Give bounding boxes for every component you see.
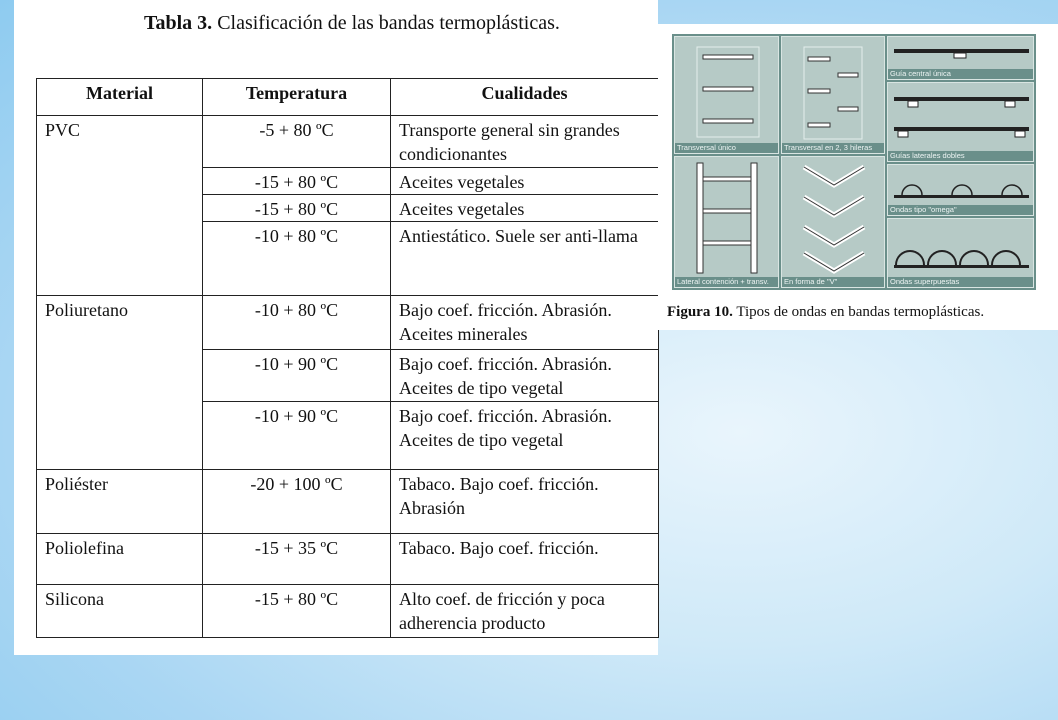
figure-caption <box>667 304 984 321</box>
transversal-single-icon <box>675 37 779 154</box>
qualities-cell: Alto coef. de fricción y poca adherencia producto <box>391 585 659 638</box>
omega-waves-cell <box>887 164 1034 216</box>
temperature-cell: -5 + 80 ºC <box>203 116 391 168</box>
qualities-cell: Tabaco. Bajo coef. fricción. <box>391 534 659 585</box>
central-guide-cell <box>887 36 1034 80</box>
qualities-cell: Transporte general sin grandes condicionantes <box>391 116 659 168</box>
label-transversal-hileras: Transversal en 2, 3 hileras <box>784 143 873 152</box>
qualities-cell: Aceites vegetales <box>391 168 659 195</box>
temperature-cell: -15 + 35 ºC <box>203 534 391 585</box>
material-cell: Poliéster <box>37 470 203 534</box>
table-title-text: Clasificación de las bandas termoplásticas. <box>212 12 560 34</box>
qualities-cell: Bajo coef. fricción. Abrasión. Aceites minerales <box>391 296 659 350</box>
qualities-cell: Aceites vegetales <box>391 195 659 222</box>
temperature-cell: -10 + 90 ºC <box>203 402 391 470</box>
temperature-cell: -10 + 90 ºC <box>203 350 391 402</box>
figure-panel <box>658 24 1058 330</box>
qualities-cell: Tabaco. Bajo coef. fricción. Abrasión <box>391 470 659 534</box>
table-row <box>37 296 659 350</box>
table-page <box>14 0 658 655</box>
temperature-cell: -15 + 80 ºC <box>203 168 391 195</box>
table-title <box>144 12 560 35</box>
label-forma-v: En forma de "V" <box>784 277 838 286</box>
temperature-cell: -15 + 80 ºC <box>203 585 391 638</box>
classification-table <box>36 78 659 638</box>
label-lateral-contencion: Lateral contención + transv. <box>677 277 769 286</box>
table-row <box>37 534 659 585</box>
transversal-single-cell <box>674 36 779 154</box>
v-shape-cell <box>781 156 885 288</box>
temperature-cell: -10 + 80 ºC <box>203 222 391 296</box>
material-cell: Poliolefina <box>37 534 203 585</box>
qualities-cell: Antiestático. Suele ser anti-llama <box>391 222 659 296</box>
overlapping-waves-cell <box>887 218 1034 288</box>
label-ondas-superpuestas: Ondas superpuestas <box>890 277 960 286</box>
table-title-label: Tabla 3. <box>144 12 213 34</box>
lateral-containment-icon <box>675 157 779 288</box>
qualities-cell: Bajo coef. fricción. Abrasión. Aceites de tipo vegetal <box>391 350 659 402</box>
table-row <box>37 585 659 638</box>
belt-types-illustration <box>672 34 1036 290</box>
v-shape-icon <box>782 157 885 288</box>
qualities-cell: Bajo coef. fricción. Abrasión. Aceites de tipo vegetal <box>391 402 659 470</box>
header-cualidades: Cualidades <box>391 79 659 116</box>
figure-caption-label: Figura 10. <box>667 304 733 320</box>
transversal-rows-cell <box>781 36 885 154</box>
material-cell: PVC <box>37 116 203 296</box>
label-transversal-unico: Transversal único <box>677 143 736 152</box>
label-ondas-omega: Ondas tipo "omega" <box>890 205 957 214</box>
material-cell: Silicona <box>37 585 203 638</box>
table-row <box>37 116 659 168</box>
material-cell: Poliuretano <box>37 296 203 470</box>
lateral-containment-cell <box>674 156 779 288</box>
header-material: Material <box>37 79 203 116</box>
lateral-guides-cell <box>887 82 1034 162</box>
transversal-rows-icon <box>782 37 885 154</box>
label-guias-laterales: Guías laterales dobles <box>890 151 965 160</box>
temperature-cell: -15 + 80 ºC <box>203 195 391 222</box>
table-row <box>37 470 659 534</box>
header-temperatura: Temperatura <box>203 79 391 116</box>
temperature-cell: -20 + 100 ºC <box>203 470 391 534</box>
table-header-row <box>37 79 659 116</box>
figure-caption-text: Tipos de ondas en bandas termoplásticas. <box>732 304 985 320</box>
label-guia-central: Guía central única <box>890 69 951 78</box>
temperature-cell: -10 + 80 ºC <box>203 296 391 350</box>
